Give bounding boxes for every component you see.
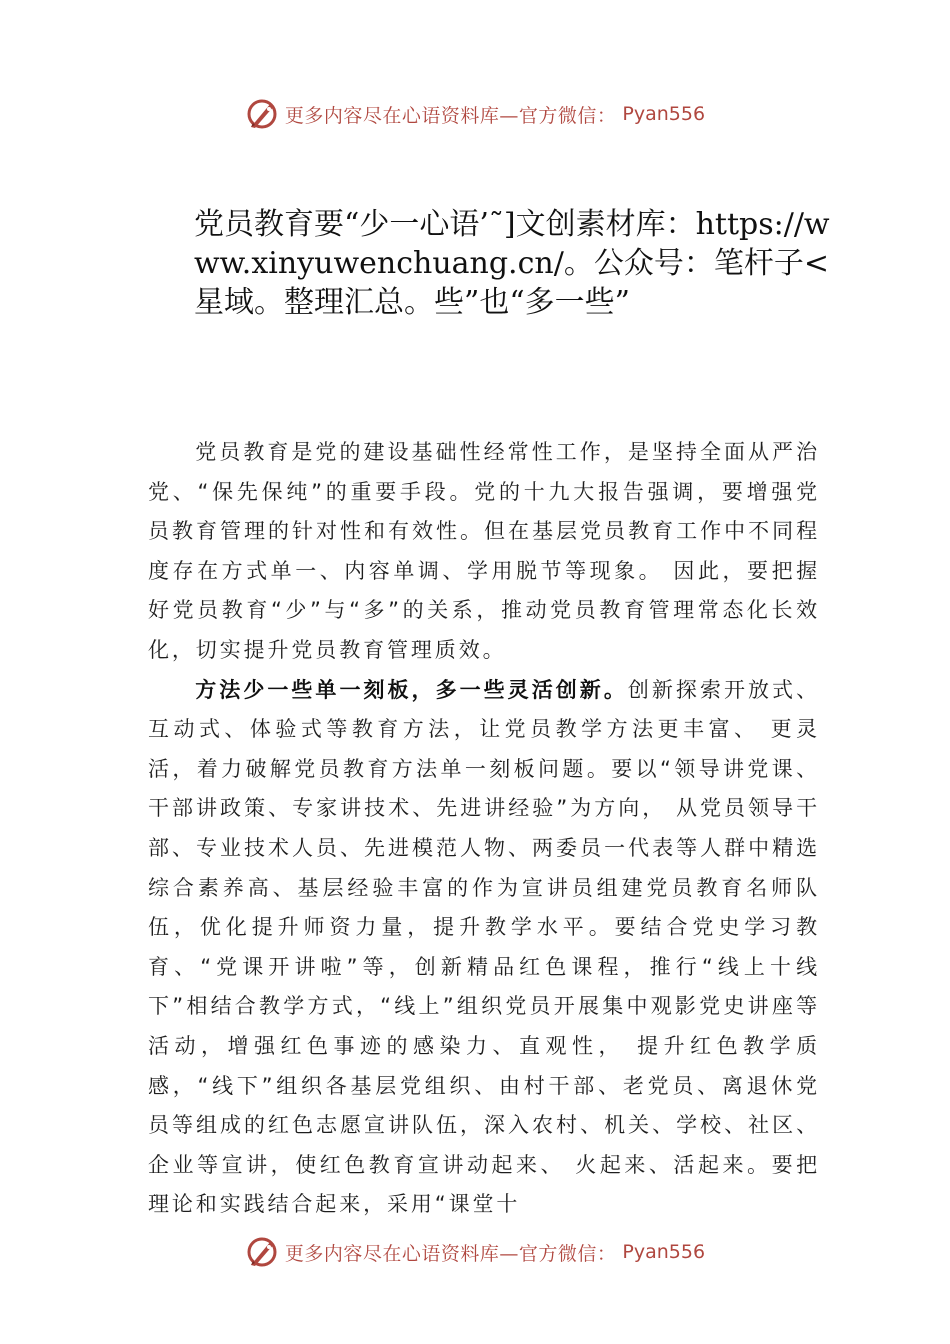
wechat-id: Pyan556 xyxy=(622,1241,706,1263)
paragraph-lead: 方法少一些单一刻板，多一些灵活创新。 xyxy=(195,677,628,702)
wechat-id: Pyan556 xyxy=(622,103,706,125)
paragraph-2 xyxy=(148,671,820,1225)
banner-text: 更多内容尽在心语资料库—官方微信： xyxy=(284,104,617,127)
paragraph-1 xyxy=(148,433,820,671)
document-title: 党员教育要“少一心语’˜]文创素材库：https://www.xinyuwenchuang.cn/。公众号：笔杆子<星域。整理汇总。些”也“多一些” xyxy=(194,207,830,320)
quill-pen-logo-icon xyxy=(245,97,279,131)
paragraph-text: 党员教育是党的建设基础性经常性工作，是坚持全面从严治党、“保先保纯”的重要手段。党的十九大报告强调，要增强党员教育管理的针对性和有效性。但在基层党员教育工作中不同程度存在方式单一、内容单调、学用脱节等现象。 因此，要把握好党员教育“少”与“多”的关系，推动党员教育管理常态化长效化，切实提升党员教育管理质效。 xyxy=(148,440,820,662)
paragraph-text: 创新探索开放式、互动式、体验式等教育方法，让党员教学方法更丰富、 更灵活，着力破解党员教育方法单一刻板问题。要以“领导讲党课、干部讲政策、专家讲技术、先进讲经验”为方向， 从党员领导干部、专业技术人员、先进模范人物、两委员一代表等人群中精选综合素养高、基层经验丰富的作为宣讲员组建党员教育名师队伍，优化提升师资力量，提升教学水平。要结合党史学习教育、“党课开讲啦”等，创新精品红色课程，推行“线上十线下”相结合教学方式，“线上”组织党员开展集中观影党史讲座等活动，增强红色事迹的感染力、直观性， 提升红色教学质感，“线下”组织各基层党组织、由村干部、老党员、离退休党员等组成的红色志愿宣讲队伍，深入农村、机关、学校、社区、企业等宣讲，使红色教育宣讲动起来、 火起来、活起来。要把理论和实践结合起来，采用“课堂十 xyxy=(148,677,820,1217)
document-body xyxy=(148,433,820,1225)
quill-pen-logo-icon xyxy=(245,1235,279,1269)
footer-banner xyxy=(0,1232,950,1272)
header-banner xyxy=(0,94,950,134)
banner-text: 更多内容尽在心语资料库—官方微信： xyxy=(284,1242,617,1265)
